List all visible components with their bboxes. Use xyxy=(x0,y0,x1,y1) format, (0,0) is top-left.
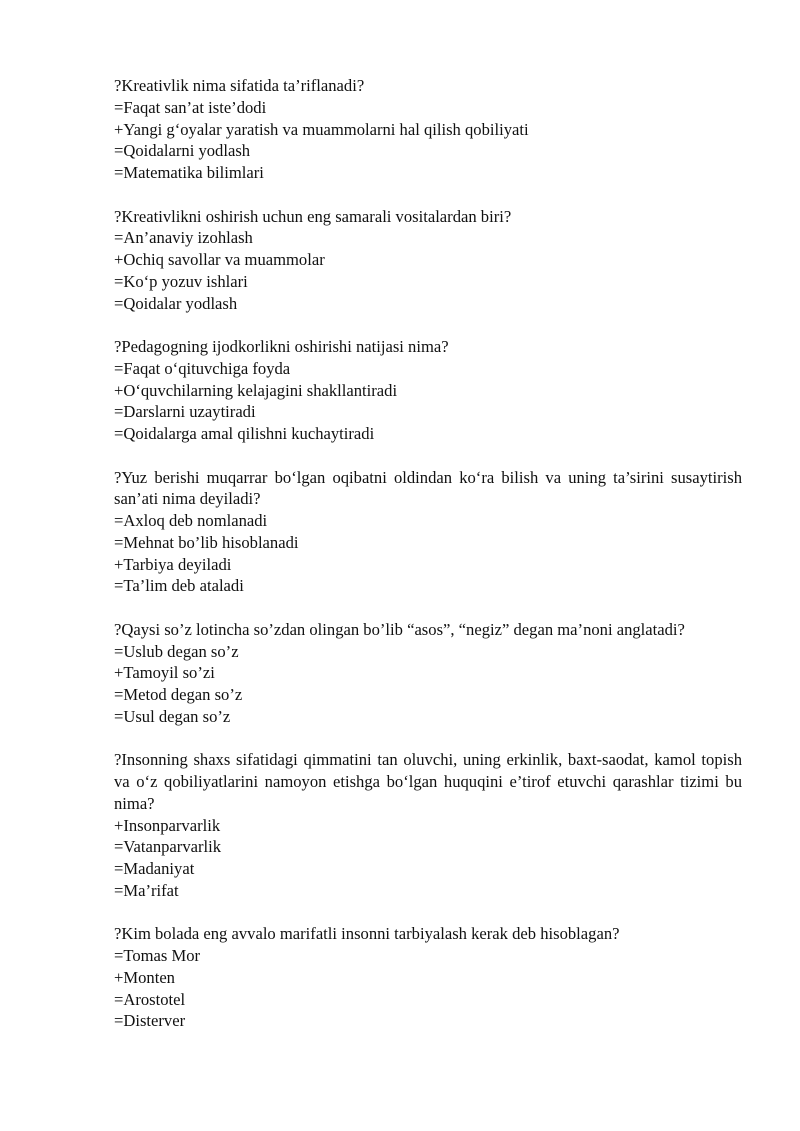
answer-option: =Disterver xyxy=(114,1011,186,1031)
question-text: ?Kreativlikni oshirish uchun eng samarali vositalardan biri? xyxy=(114,206,512,226)
answer-option: =Faqat o‘qituvchiga foyda xyxy=(114,358,291,378)
answer-option: =Tomas Mor xyxy=(114,946,201,965)
answer-option: =Mehnat bo’lib hisoblanadi xyxy=(114,532,299,552)
answer-option: =Metod degan so’z xyxy=(114,685,243,704)
answer-option: =An’anaviy izohlash xyxy=(114,228,253,248)
answer-option: =Vatanparvarlik xyxy=(114,837,222,857)
answer-option: =Qoidalarni yodlash xyxy=(114,141,251,161)
question-text: ?Pedagogning ijodkorlikni oshirishi natijasi nima? xyxy=(114,337,449,356)
answer-option: =Uslub degan so’z xyxy=(114,641,239,661)
question-block xyxy=(114,749,742,901)
answer-option-correct: +O‘quvchilarning kelajagini shakllantiradi xyxy=(114,380,398,400)
answer-option: =Usul degan so’z xyxy=(114,706,231,726)
question-block xyxy=(114,336,742,445)
answer-option-correct: +Monten xyxy=(114,967,175,987)
answer-option-correct: +Insonparvarlik xyxy=(114,815,221,835)
answer-option: =Ko‘p yozuv ishlari xyxy=(114,271,248,291)
answer-option-correct: +Yangi g‘oyalar yaratish va muammolarni hal qilish qobiliyati xyxy=(114,119,529,139)
question-block xyxy=(114,206,742,315)
question-text: ?Yuz berishi muqarrar bo‘lgan oqibatni oldindan ko‘ra bilish va uning ta’sirini susaytirish san’ati nima deyiladi? xyxy=(114,467,742,509)
answer-option: =Darslarni uzaytiradi xyxy=(114,402,256,422)
question-text: ?Kim bolada eng avvalo marifatli insonni tarbiyalash kerak deb hisoblagan? xyxy=(114,924,620,944)
question-block xyxy=(114,75,742,184)
answer-option: =Madaniyat xyxy=(114,859,195,878)
question-text: ?Kreativlik nima sifatida ta’riflanadi? xyxy=(114,76,365,95)
answer-option: =Qoidalarga amal qilishni kuchaytiradi xyxy=(114,424,375,443)
answer-option: =Ta’lim deb ataladi xyxy=(114,576,244,596)
answer-option: =Matematika bilimlari xyxy=(114,163,264,182)
question-block xyxy=(114,467,742,598)
answer-option-correct: +Tamoyil so’zi xyxy=(114,663,215,683)
answer-option: =Qoidalar yodlash xyxy=(114,293,238,313)
question-text: ?Qaysi so’z lotincha so’zdan olingan bo’lib “asos”, “negiz” degan ma’noni anglatadi? xyxy=(114,619,685,639)
answer-option: =Arostotel xyxy=(114,989,186,1009)
answer-option: =Faqat san’at iste’dodi xyxy=(114,97,267,117)
answer-option-correct: +Ochiq savollar va muammolar xyxy=(114,250,325,269)
question-block xyxy=(114,619,742,728)
document-page xyxy=(114,75,742,1054)
answer-option-correct: +Tarbiya deyiladi xyxy=(114,554,232,574)
question-block xyxy=(114,923,742,1032)
question-text: ?Insonning shaxs sifatidagi qimmatini tan oluvchi, uning erkinlik, baxt-saodat, kamol topish va o‘z qobiliyatlarini namoyon etishga bo‘lgan huquqini e’tirof etuvchi qarashlar tizimi bu nima? xyxy=(114,750,742,813)
answer-option: =Ma’rifat xyxy=(114,880,179,900)
answer-option: =Axloq deb nomlanadi xyxy=(114,511,268,530)
